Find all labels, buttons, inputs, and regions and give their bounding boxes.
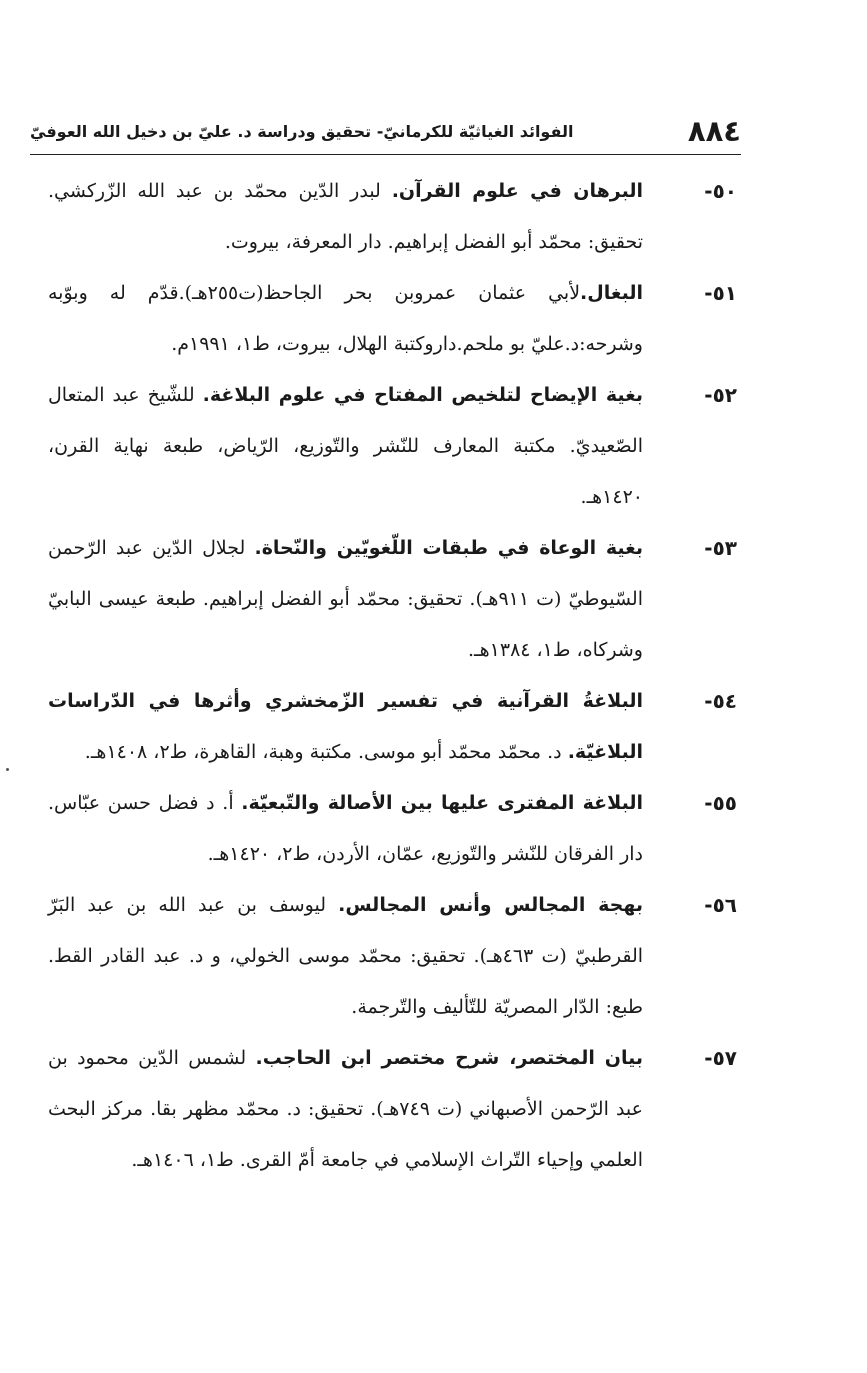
entry-body [48,370,643,523]
entry-number: ٥٦- [704,893,737,917]
entry-number: ٥٠- [704,179,737,203]
entry-title: بغية الإيضاح لتلخيص المفتاح في علوم البلاغة. [202,384,643,406]
entry-details: لجلال الدّين عبد الرّحمن السّيوطيّ (ت ٩١١هـ). تحقيق: محمّد أبو الفضل إبراهيم. طبعة عيسى البابيّ وشركاه، ط١، ١٣٨٤هـ. [48,537,644,661]
entry-title: البلاغة المفترى عليها بين الأصالة والتّبعيّة. [241,792,643,814]
entry-title: بيان المختصر، شرح مختصر ابن الحاجب. [255,1047,643,1069]
entry-body [48,268,643,370]
entry-details: لبدر الدّين محمّد بن عبد الله الزّركشي. تحقيق: محمّد أبو الفضل إبراهيم. دار المعرفة، بيروت. [48,180,643,253]
entry-number: ٥٤- [704,689,737,713]
scan-speck [6,768,9,771]
entry-title: البلاغةُ القرآنية في تفسير الزّمخشري وأثرها في الدّراسات البلاغيّة. [48,690,643,763]
entry-details: د. محمّد محمّد أبو موسى. مكتبة وهبة، القاهرة، ط٢، ١٤٠٨هـ. [84,741,568,763]
running-title: الفوائد الغياثيّة للكرمانيّ- تحقيق ودراسة د. عليّ بن دخيل الله العوفيّ [30,121,574,141]
entry-number: ٥٣- [704,536,737,560]
entry-details: لأبي عثمان عمروبن بحر الجاحظ(ت٢٥٥هـ).قدّم له وبوّبه وشرحه:د.عليّ بو ملحم.داروكتبة الهلال، بيروت، ط١، ١٩٩١م. [48,282,643,355]
entry-body [48,778,643,880]
entry-title: البرهان في علوم القرآن. [391,180,644,202]
entry-body [48,166,643,268]
bibliography-list [48,166,737,1186]
entry-title: البغال. [580,282,643,304]
entry-number: ٥٢- [704,383,737,407]
bibliography-entry-52 [48,370,737,523]
bibliography-entry-56 [48,880,737,1033]
bibliography-entry-51 [48,268,737,370]
page-header [30,108,741,155]
entry-body [48,1033,643,1186]
entry-details: لشمس الدّين محمود بن عبد الرّحمن الأصبهاني (ت ٧٤٩هـ). تحقيق: د. محمّد مظهر بقا. مركز البحث العلمي وإحياء التّراث الإسلامي في جامعة أمّ القرى. ط١، ١٤٠٦هـ. [48,1047,643,1171]
entry-body [48,523,643,676]
entry-body [48,880,643,1033]
entry-number: ٥١- [704,281,737,305]
entry-title: بغية الوعاة في طبقات اللّغويّين والنّحاة. [254,537,643,559]
entry-details: للشّيخ عبد المتعال الصّعيديّ. مكتبة المعارف للنّشر والتّوزيع، الرّياض، طبعة نهاية القرن، ١٤٢٠هـ. [48,384,643,508]
bibliography-entry-55 [48,778,737,880]
bibliography-entry-54 [48,676,737,778]
entry-number: ٥٥- [704,791,737,815]
bibliography-entry-57 [48,1033,737,1186]
entry-details: ليوسف بن عبد الله بن عبد البَرّ القرطبيّ (ت ٤٦٣هـ). تحقيق: محمّد موسى الخولي، و د. عبد القادر القط. طبع: الدّار المصريّة للتّأليف والتّرجمة. [48,894,644,1018]
bibliography-entry-50 [48,166,737,268]
entry-number: ٥٧- [704,1046,737,1070]
entry-details: أ. د فضل حسن عبّاس. دار الفرقان للنّشر والتّوزيع، عمّان، الأردن، ط٢، ١٤٢٠هـ. [48,792,643,865]
entry-title: بهجة المجالس وأنس المجالس. [338,894,643,916]
bibliography-entry-53 [48,523,737,676]
entry-body [48,676,643,778]
page-number: ٨٨٤ [687,114,741,148]
